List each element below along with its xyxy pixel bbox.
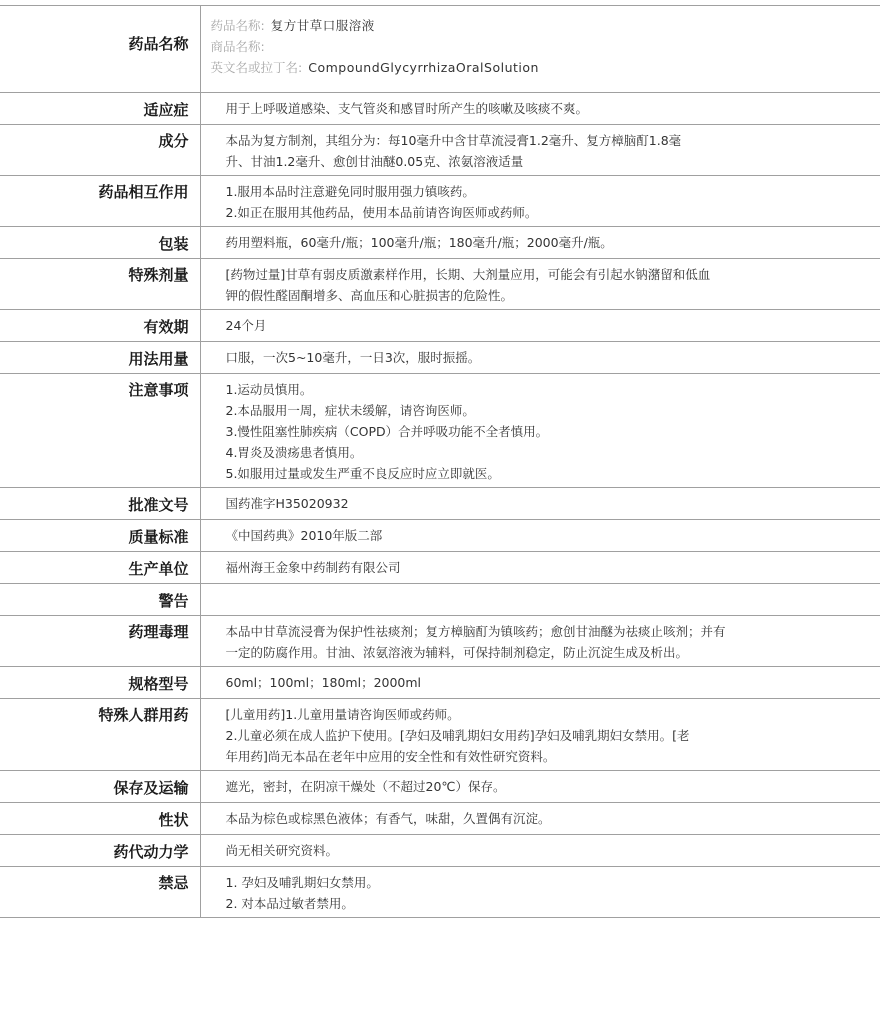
- row-manufacturer: [0, 552, 880, 584]
- value-pharmacology: [200, 616, 880, 667]
- value-line: 3.慢性阻塞性肺疾病（COPD）合并呼吸功能不全者慎用。: [225, 424, 549, 439]
- value-line: 用于上呼吸道感染、支气管炎和感冒时所产生的咳嗽及咳痰不爽。: [225, 101, 589, 116]
- value-approval: [200, 488, 880, 520]
- value-line: 福州海王金象中药制药有限公司: [225, 560, 401, 575]
- value-line: 尚无相关研究资料。: [225, 843, 339, 858]
- row-indication: [0, 93, 880, 125]
- value-line: 60ml；100ml；180ml；2000ml: [225, 675, 422, 690]
- value-line: 年用药]尚无本品在老年中应用的安全性和有效性研究资料。: [225, 749, 556, 764]
- value-line: 4.胃炎及溃疡患者慎用。: [225, 445, 363, 460]
- value-line: [儿童用药]1.儿童用量请咨询医师或药师。: [225, 707, 460, 722]
- value-line: 2. 对本品过敏者禁用。: [225, 896, 354, 911]
- label-precautions: 注意事项: [0, 374, 200, 488]
- label-special-groups: 特殊人群用药: [0, 699, 200, 771]
- value-line: 2.本品服用一周，症状未缓解，请咨询医师。: [225, 403, 475, 418]
- label-approval: 批准文号: [0, 488, 200, 520]
- label-special-dose: 特殊剂量: [0, 259, 200, 310]
- row-special-dose: [0, 259, 880, 310]
- value-line: 药用塑料瓶，60毫升/瓶；100毫升/瓶；180毫升/瓶；2000毫升/瓶。: [225, 235, 613, 250]
- label-ingredients: 成分: [0, 125, 200, 176]
- label-contraindications: 禁忌: [0, 867, 200, 918]
- value-pharmacokinetics: [200, 835, 880, 867]
- value-line: 24个月: [225, 318, 267, 333]
- value-line: 本品中甘草流浸膏为保护性祛痰剂；复方樟脑酊为镇咳药；愈创甘油醚为祛痰止咳剂；并有: [225, 624, 726, 639]
- label-pharmacokinetics: 药代动力学: [0, 835, 200, 867]
- value-line: 2.如正在服用其他药品，使用本品前请咨询医师或药师。: [225, 205, 538, 220]
- value-line: [药物过量]甘草有弱皮质激素样作用，长期、大剂量应用，可能会有引起水钠潴留和低血: [225, 267, 711, 282]
- label-appearance: 性状: [0, 803, 200, 835]
- value-appearance: [200, 803, 880, 835]
- generic-name-key: 药品名称:: [210, 18, 265, 33]
- row-warning: [0, 584, 880, 616]
- value-line: 口服，一次5~10毫升，一日3次，服时振摇。: [225, 350, 481, 365]
- row-packaging: [0, 227, 880, 259]
- row-pharmacology: [0, 616, 880, 667]
- row-drug-name: [0, 6, 880, 93]
- value-special-groups: [200, 699, 880, 771]
- value-specification: [200, 667, 880, 699]
- label-standard: 质量标准: [0, 520, 200, 552]
- label-pharmacology: 药理毒理: [0, 616, 200, 667]
- row-pharmacokinetics: [0, 835, 880, 867]
- value-special-dose: [200, 259, 880, 310]
- label-dosage: 用法用量: [0, 342, 200, 374]
- value-line: 升、甘油1.2毫升、愈创甘油醚0.05克、浓氨溶液适量: [225, 154, 524, 169]
- label-storage: 保存及运输: [0, 771, 200, 803]
- row-storage: [0, 771, 880, 803]
- english-name-value: CompoundGlycyrrhizaOralSolution: [308, 60, 539, 75]
- value-drug-name: [200, 6, 880, 93]
- generic-name-value: 复方甘草口服溶液: [270, 18, 375, 33]
- value-line: 2.儿童必须在成人监护下使用。[孕妇及哺乳期妇女用药]孕妇及哺乳期妇女禁用。[老: [225, 728, 690, 743]
- row-interactions: [0, 176, 880, 227]
- label-validity: 有效期: [0, 310, 200, 342]
- value-line: 一定的防腐作用。甘油、浓氨溶液为辅料，可保持制剂稳定，防止沉淀生成及析出。: [225, 645, 689, 660]
- value-line: 1. 孕妇及哺乳期妇女禁用。: [225, 875, 379, 890]
- row-contraindications: [0, 867, 880, 918]
- value-line: 本品为复方制剂，其组分为：每10毫升中含甘草流浸膏1.2毫升、复方樟脑酊1.8毫: [225, 133, 682, 148]
- drug-spec-table: [0, 5, 880, 918]
- row-precautions: [0, 374, 880, 488]
- label-manufacturer: 生产单位: [0, 552, 200, 584]
- row-validity: [0, 310, 880, 342]
- value-ingredients: [200, 125, 880, 176]
- value-line: 钾的假性醛固酮增多、高血压和心脏损害的危险性。: [225, 288, 514, 303]
- label-indication: 适应症: [0, 93, 200, 125]
- value-validity: [200, 310, 880, 342]
- value-warning: [200, 584, 880, 616]
- value-line: 1.服用本品时注意避免同时服用强力镇咳药。: [225, 184, 475, 199]
- value-contraindications: [200, 867, 880, 918]
- label-packaging: 包装: [0, 227, 200, 259]
- value-dosage: [200, 342, 880, 374]
- row-special-groups: [0, 699, 880, 771]
- value-precautions: [200, 374, 880, 488]
- english-name-line: [211, 57, 880, 78]
- row-approval: [0, 488, 880, 520]
- label-specification: 规格型号: [0, 667, 200, 699]
- value-indication: [200, 93, 880, 125]
- row-ingredients: [0, 125, 880, 176]
- label-warning: 警告: [0, 584, 200, 616]
- label-drug-name: 药品名称: [0, 6, 200, 93]
- trade-name-key: 商品名称:: [210, 39, 265, 54]
- value-line: 国药准字H35020932: [225, 496, 349, 511]
- value-packaging: [200, 227, 880, 259]
- value-line: 1.运动员慎用。: [225, 382, 313, 397]
- label-interactions: 药品相互作用: [0, 176, 200, 227]
- value-interactions: [200, 176, 880, 227]
- value-line: 遮光，密封，在阴凉干燥处（不超过20℃）保存。: [225, 779, 506, 794]
- value-manufacturer: [200, 552, 880, 584]
- english-name-key: 英文名或拉丁名:: [210, 60, 303, 75]
- row-dosage: [0, 342, 880, 374]
- value-line: 5.如服用过量或发生严重不良反应时应立即就医。: [225, 466, 500, 481]
- row-appearance: [0, 803, 880, 835]
- value-standard: [200, 520, 880, 552]
- row-standard: [0, 520, 880, 552]
- value-line: 《中国药典》2010年版二部: [225, 528, 383, 543]
- row-specification: [0, 667, 880, 699]
- value-line: 本品为棕色或棕黑色液体；有香气，味甜，久置偶有沉淀。: [225, 811, 551, 826]
- generic-name-line: [211, 15, 880, 36]
- trade-name-line: [211, 36, 880, 57]
- value-storage: [200, 771, 880, 803]
